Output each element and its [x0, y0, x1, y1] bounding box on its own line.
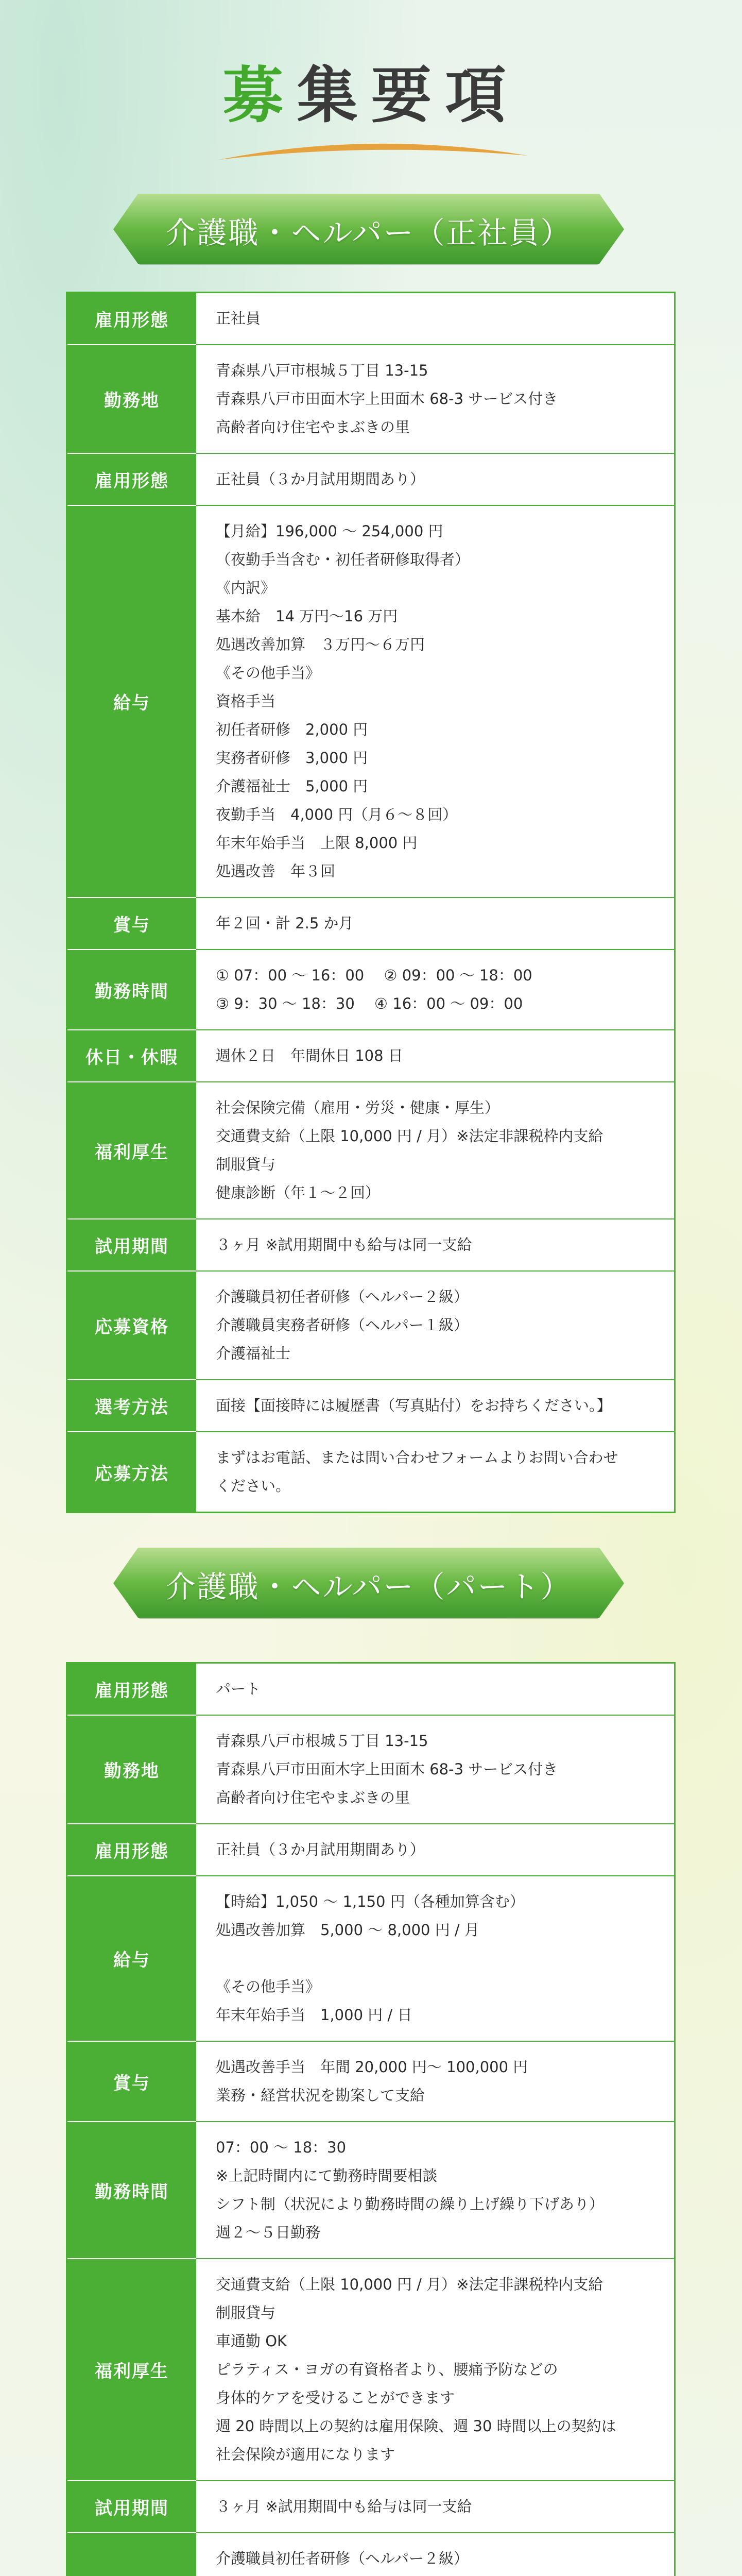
- row-label: 賞与: [67, 898, 196, 950]
- row-value: パート: [216, 1680, 261, 1698]
- table-row: [67, 1030, 674, 1082]
- page-title-accent: 募: [222, 59, 297, 131]
- table-row: [67, 1876, 674, 2042]
- row-value: ３ヶ月 ※試用期間中も給与は同一支給: [216, 2498, 472, 2515]
- row-label: 福利厚生: [67, 1082, 196, 1219]
- table-row: [67, 2481, 674, 2533]
- row-label: 雇用形態: [67, 1824, 196, 1876]
- row-value: ① 07：00 ～ 16：00 ② 09：00 ～ 18：00 ③ 9：30 ～ 18：30 ④ 16：00 ～ 09：00: [216, 967, 532, 1012]
- row-value: ３ヶ月 ※試用期間中も給与は同一支給: [216, 1236, 472, 1253]
- table-row: [67, 1716, 674, 1824]
- table-row: [67, 2533, 674, 2576]
- row-value: 【月給】196,000 ～ 254,000 円 （夜勤手当含む・初任者研修取得者） 《内訳》 基本給 14 万円～16 万円 処遇改善加算 ３万円～６万円 《その他手当》 資格手当 初任者研修 2,000 円 実務者研修 3,000 円 介護福祉士 5,000 円 夜勤手当 4,000 円（月６～８回） 年末年始手当 上限 8,000 円 処遇改善 年３回: [216, 522, 470, 880]
- row-label: 選考方法: [67, 1380, 196, 1432]
- table-row: [67, 1219, 674, 1272]
- row-value: 青森県八戸市根城５丁目 13-15 青森県八戸市田面木字上田面木 68-3 サービス付き 高齢者向け住宅やまぶきの里: [216, 1732, 558, 1806]
- section-heading: 介護職・ヘルパー（パート）: [165, 1569, 572, 1604]
- page-title: [0, 57, 742, 134]
- table-row: [67, 898, 674, 950]
- section-banner-parttime: [111, 1546, 626, 1623]
- row-label: 勤務時間: [67, 2122, 196, 2259]
- row-label: 勤務地: [67, 1716, 196, 1824]
- row-value: 処遇改善手当 年間 20,000 円～ 100,000 円 業務・経営状況を勘案して支給: [216, 2058, 528, 2104]
- table-row: [67, 2042, 674, 2122]
- row-label: 応募資格: [67, 1272, 196, 1380]
- row-label: 賞与: [67, 2042, 196, 2122]
- row-label: 雇用形態: [67, 1664, 196, 1716]
- row-value: 面接【面接時には履歴書（写真貼付）をお持ちください。】: [216, 1397, 612, 1414]
- section-banner-fulltime: [111, 192, 626, 269]
- table-row: [67, 2122, 674, 2259]
- table-row: [67, 1824, 674, 1876]
- row-label: 給与: [67, 506, 196, 898]
- row-value: 正社員: [216, 310, 261, 327]
- row-label: 雇用形態: [67, 454, 196, 506]
- row-label: 給与: [67, 1876, 196, 2042]
- row-value: まずはお電話、または問い合わせフォームよりお問い合わせ ください。: [216, 1449, 618, 1495]
- row-value: 週休２日 年間休日 108 日: [216, 1047, 403, 1064]
- table-row: [67, 1432, 674, 1512]
- row-label: 応募方法: [67, 1432, 196, 1512]
- table-row: [67, 293, 674, 345]
- title-underline-swoosh: [216, 135, 530, 166]
- row-value: 介護職員初任者研修（ヘルパー２級）: [216, 2550, 469, 2567]
- page-title-rest: 集要項: [297, 59, 520, 131]
- row-value: 【時給】1,050 ～ 1,150 円（各種加算含む） 処遇改善加算 5,000 ～ 8,000 円 / 月 《その他手当》 年末年始手当 1,000 円 / 日: [216, 1893, 525, 2024]
- job-table-parttime: [66, 1662, 676, 2576]
- row-value: 07：00 ～ 18：30 ※上記時間内にて勤務時間要相談 シフト制（状況により勤務時間の繰り上げ繰り下げあり） 週２～５日勤務: [216, 2139, 605, 2241]
- row-label: 雇用形態: [67, 293, 196, 345]
- row-label: 試用期間: [67, 2481, 196, 2533]
- table-row: [67, 1272, 674, 1380]
- table-row: [67, 506, 674, 898]
- job-table-fulltime: [66, 292, 676, 1513]
- row-label: 福利厚生: [67, 2259, 196, 2481]
- row-label: 勤務地: [67, 345, 196, 454]
- row-label: 勤務時間: [67, 950, 196, 1030]
- row-label: 休日・休暇: [67, 1030, 196, 1082]
- row-value: 青森県八戸市根城５丁目 13-15 青森県八戸市田面木字上田面木 68-3 サービス付き 高齢者向け住宅やまぶきの里: [216, 362, 558, 436]
- table-row: [67, 2259, 674, 2481]
- table-row: [67, 345, 674, 454]
- row-value: 介護職員初任者研修（ヘルパー２級） 介護職員実務者研修（ヘルパー１級） 介護福祉士: [216, 1288, 469, 1362]
- table-row: [67, 454, 674, 506]
- row-value: 正社員（３か月試用期間あり）: [216, 470, 425, 488]
- row-value: 年２回・計 2.5 か月: [216, 914, 354, 932]
- section-heading: 介護職・ヘルパー（正社員）: [165, 215, 572, 250]
- table-row: [67, 1664, 674, 1716]
- row-value: 社会保険完備（雇用・労災・健康・厚生） 交通費支給（上限 10,000 円 / 月）※法定非課税枠内支給 制服貸与 健康診断（年１～２回）: [216, 1099, 603, 1201]
- table-row: [67, 950, 674, 1030]
- row-label: [67, 2533, 196, 2576]
- row-value: 交通費支給（上限 10,000 円 / 月）※法定非課税枠内支給 制服貸与 車通勤 OK ピラティス・ヨガの有資格者より、腰痛予防などの 身体的ケアを受けることができます 週 20 時間以上の契約は雇用保険、週 30 時間以上の契約は 社会保険が適用になります: [216, 2276, 616, 2463]
- table-row: [67, 1380, 674, 1432]
- table-row: [67, 1082, 674, 1219]
- row-value: 正社員（３か月試用期間あり）: [216, 1841, 425, 1858]
- row-label: 試用期間: [67, 1219, 196, 1272]
